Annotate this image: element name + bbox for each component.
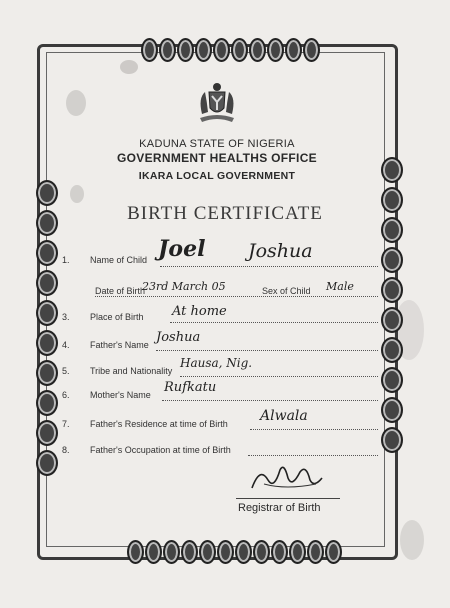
ornament-oval xyxy=(36,270,58,296)
field-line xyxy=(250,429,378,430)
ornament-oval xyxy=(235,540,252,564)
field-line xyxy=(170,322,378,323)
ornament-oval xyxy=(145,540,162,564)
ornament-oval xyxy=(307,540,324,564)
ornament-oval xyxy=(381,277,403,303)
bottom-ornament xyxy=(127,540,342,564)
field-line xyxy=(162,400,378,401)
field-line xyxy=(180,376,378,377)
father-name-value: Joshua xyxy=(156,330,201,345)
right-ornament xyxy=(381,157,403,453)
local-government-name: IKARA LOCAL GOVERNMENT xyxy=(138,170,296,182)
mother-name-value: Rufkatu xyxy=(164,380,217,395)
field-row xyxy=(95,286,145,296)
ornament-oval xyxy=(36,330,58,356)
field-label: Date of Birth xyxy=(95,286,146,296)
field-label: Father's Name xyxy=(90,340,149,350)
state-name: KADUNA STATE OF NIGERIA xyxy=(139,138,295,150)
field-label: Place of Birth xyxy=(90,312,144,322)
place-of-birth-value: At home xyxy=(172,304,227,319)
ornament-oval xyxy=(163,540,180,564)
ornament-oval xyxy=(303,38,320,62)
field-number: 5. xyxy=(62,366,70,376)
ornament-oval xyxy=(36,420,58,446)
ornament-oval xyxy=(381,307,403,333)
field-line xyxy=(95,296,378,297)
ornament-oval xyxy=(381,367,403,393)
field-row xyxy=(62,340,149,350)
child-first-name: Joel xyxy=(158,236,206,262)
field-number: 3. xyxy=(62,312,70,322)
field-number: 6. xyxy=(62,390,70,400)
field-row xyxy=(62,366,172,376)
field-line xyxy=(156,350,378,351)
field-number: 7. xyxy=(62,419,70,429)
registrar-signature xyxy=(246,460,326,494)
ornament-oval xyxy=(253,540,270,564)
field-label: Mother's Name xyxy=(90,390,151,400)
field-row xyxy=(62,445,231,455)
ornament-oval xyxy=(381,337,403,363)
stain xyxy=(400,520,424,560)
ornament-oval xyxy=(36,390,58,416)
field-label: Father's Residence at time of Birth xyxy=(90,419,228,429)
child-surname: Joshua xyxy=(248,240,313,262)
registrar-label: Registrar of Birth xyxy=(238,502,321,514)
field-line xyxy=(248,455,378,456)
father-residence-value: Alwala xyxy=(260,408,308,424)
field-row xyxy=(62,419,228,429)
field-row xyxy=(62,390,151,400)
ornament-oval xyxy=(159,38,176,62)
office-name: GOVERNMENT HEALTHS OFFICE xyxy=(117,151,317,165)
field-row xyxy=(62,312,144,322)
ornament-oval xyxy=(213,38,230,62)
ornament-oval xyxy=(195,38,212,62)
ornament-oval xyxy=(217,540,234,564)
ornament-oval xyxy=(271,540,288,564)
field-label: Sex of Child xyxy=(262,286,311,296)
ornament-oval xyxy=(249,38,266,62)
registrar-signature-line xyxy=(236,498,340,499)
ornament-oval xyxy=(181,540,198,564)
field-number: 8. xyxy=(62,445,70,455)
ornament-oval xyxy=(267,38,284,62)
ornament-oval xyxy=(199,540,216,564)
ornament-oval xyxy=(177,38,194,62)
field-number: 4. xyxy=(62,340,70,350)
ornament-oval xyxy=(325,540,342,564)
ornament-oval xyxy=(36,300,58,326)
ornament-oval xyxy=(36,360,58,386)
field-row xyxy=(262,286,311,296)
tribe-nationality-value: Hausa, Nig. xyxy=(180,356,253,370)
field-row xyxy=(62,255,147,265)
field-label: Father's Occupation at time of Birth xyxy=(90,445,231,455)
field-line xyxy=(160,266,378,267)
ornament-oval xyxy=(36,450,58,476)
ornament-oval xyxy=(381,247,403,273)
ornament-oval xyxy=(127,540,144,564)
ornament-oval xyxy=(231,38,248,62)
top-ornament xyxy=(141,38,320,62)
sex-value: Male xyxy=(326,280,354,293)
ornament-oval xyxy=(381,397,403,423)
field-number: 1. xyxy=(62,255,70,265)
certificate-title: BIRTH CERTIFICATE xyxy=(127,203,323,224)
ornament-oval xyxy=(141,38,158,62)
coat-of-arms-icon xyxy=(192,78,242,128)
ornament-oval xyxy=(285,38,302,62)
ornament-oval xyxy=(289,540,306,564)
ornament-oval xyxy=(36,240,58,266)
field-label: Name of Child xyxy=(90,255,148,265)
ornament-oval xyxy=(381,427,403,453)
date-of-birth-value: 23rd March 05 xyxy=(142,280,226,293)
field-label: Tribe and Nationality xyxy=(90,366,173,376)
